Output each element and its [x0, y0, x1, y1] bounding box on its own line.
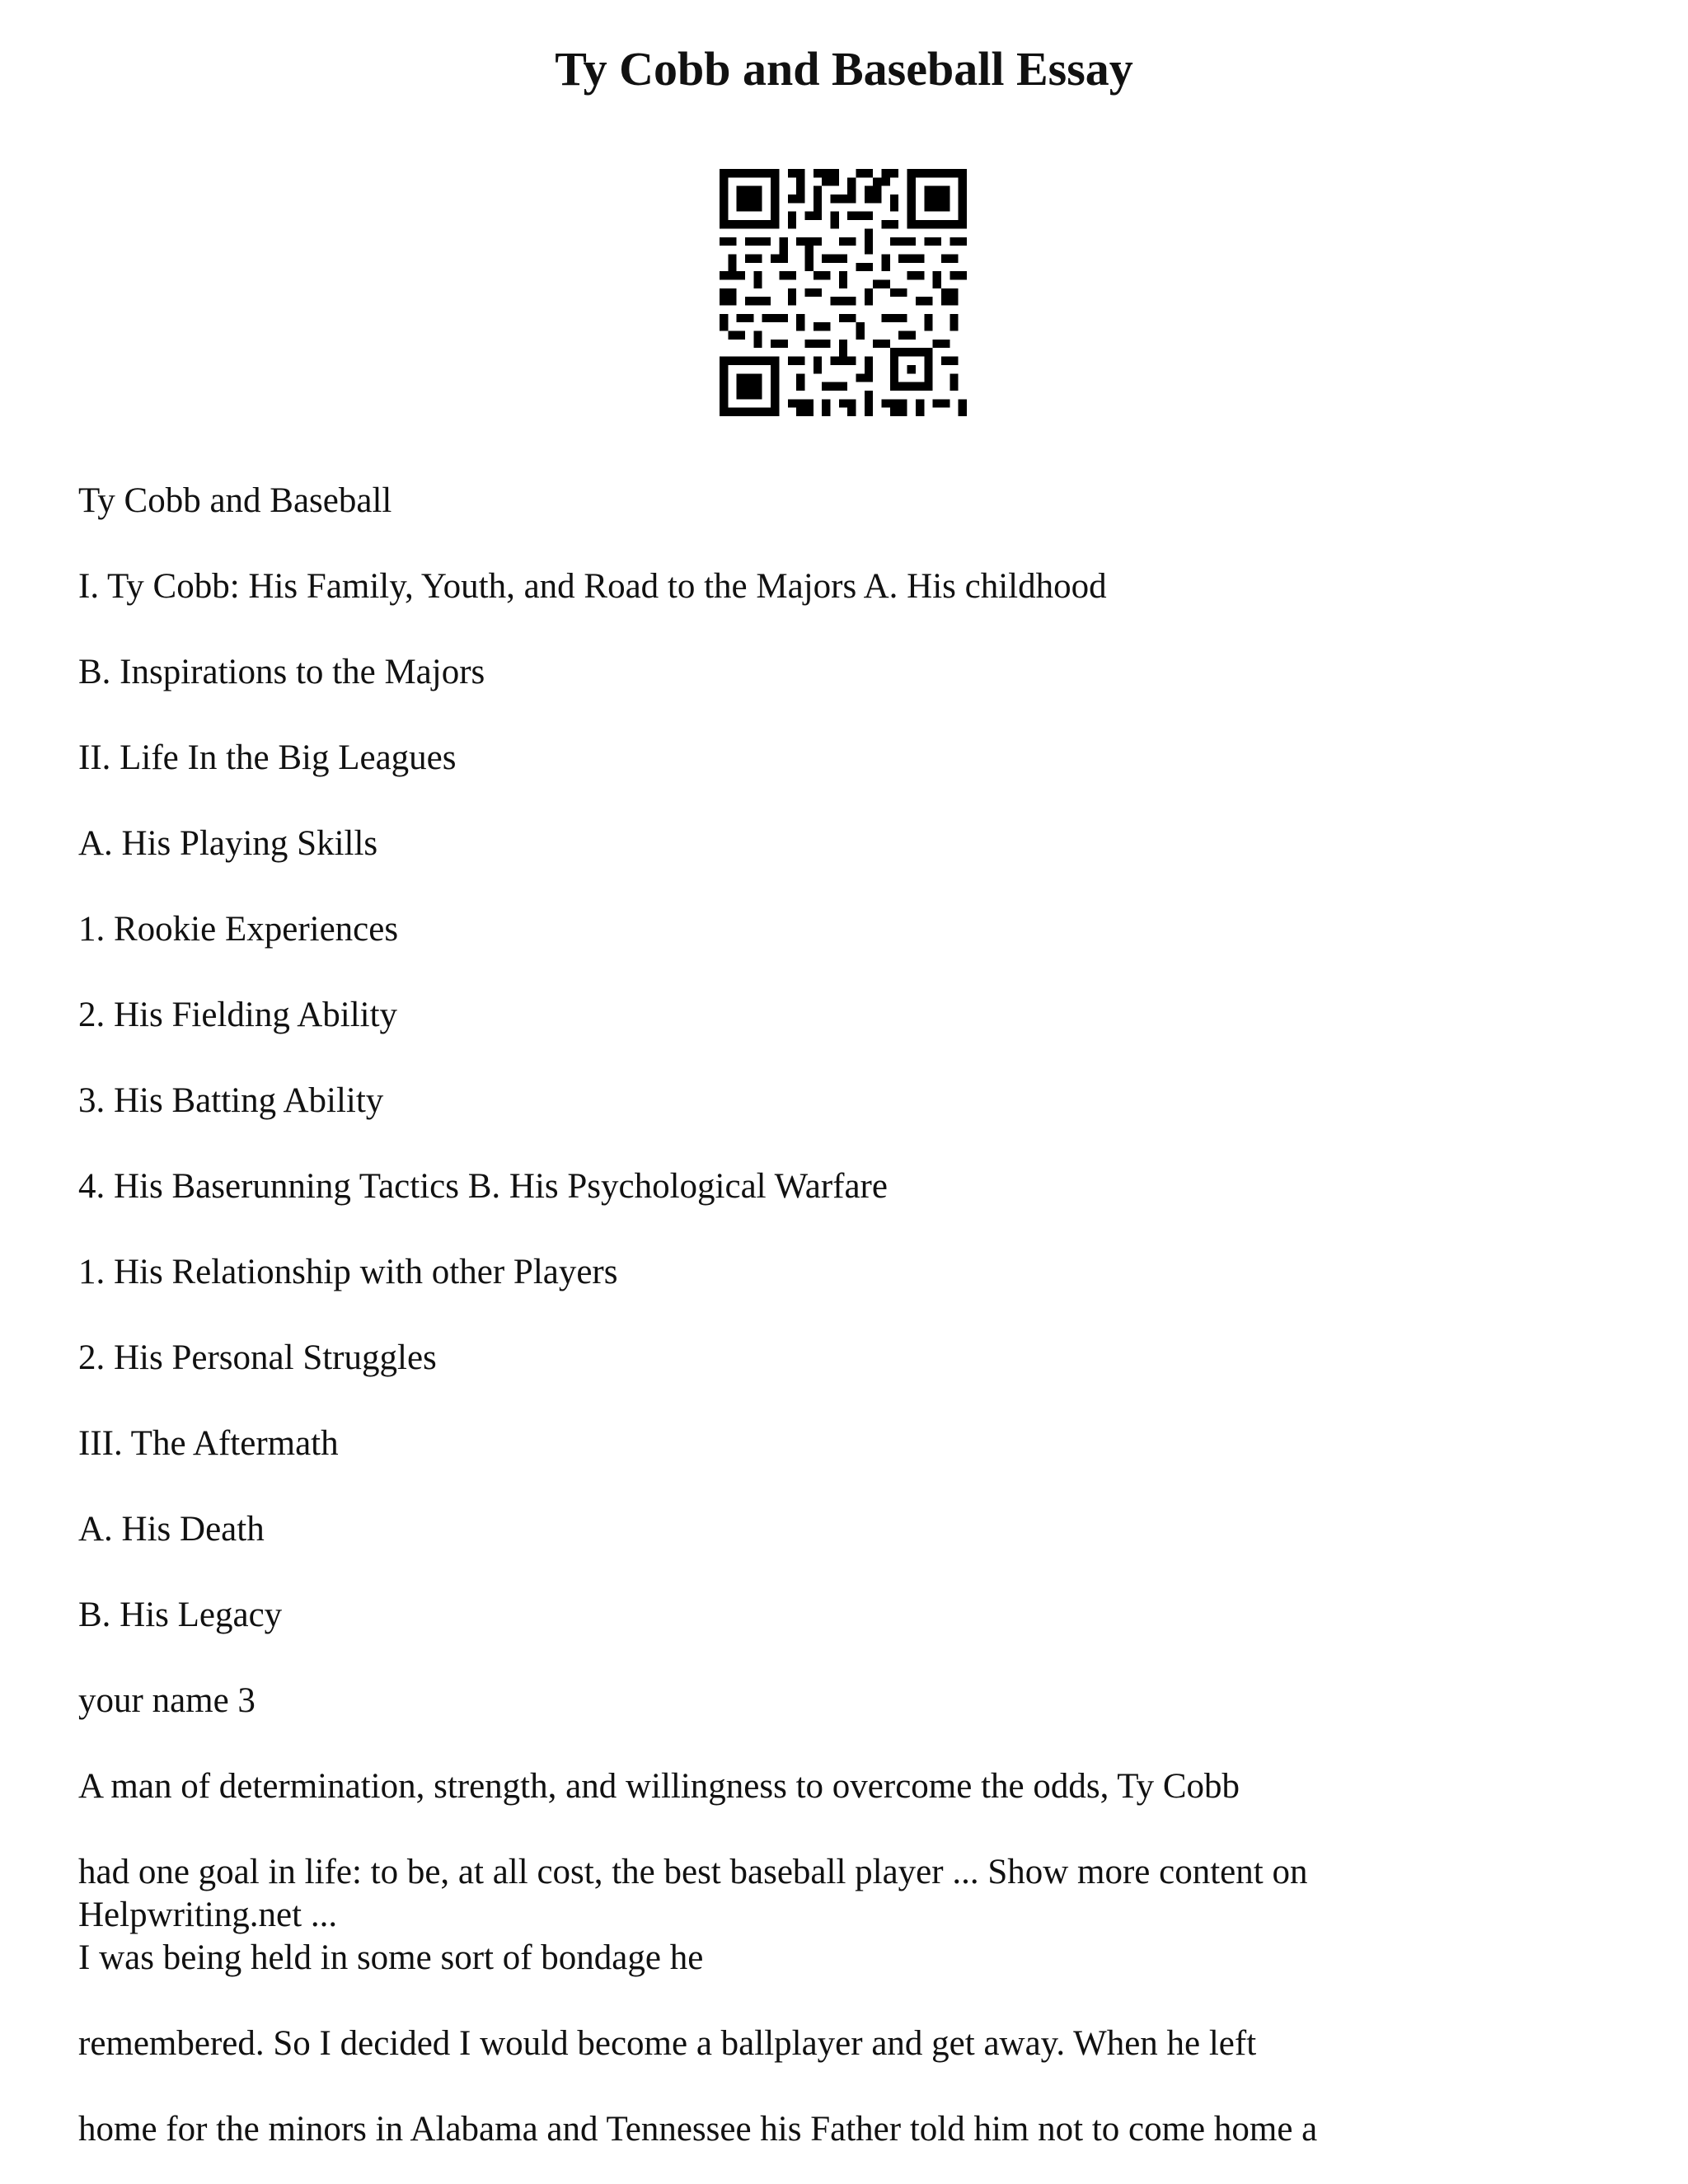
outline-item: A. His Playing Skills: [78, 824, 378, 863]
page-title: Ty Cobb and Baseball Essay: [555, 42, 1133, 96]
qr-code-icon: [720, 169, 967, 416]
body-text-line: home for the minors in Alabama and Tennessee his Father told him not to come home a: [78, 2110, 1318, 2149]
outline-item: II. Life In the Big Leagues: [78, 738, 457, 777]
outline-item: A. His Death: [78, 1510, 265, 1549]
outline-heading: Ty Cobb and Baseball: [78, 481, 392, 520]
outline-item: B. His Legacy: [78, 1596, 283, 1634]
outline-item: 2. His Fielding Ability: [78, 996, 398, 1034]
outline-item: III. The Aftermath: [78, 1424, 339, 1463]
outline-item: 1. Rookie Experiences: [78, 910, 399, 949]
outline-item: I. Ty Cobb: His Family, Youth, and Road to the Majors A. His childhood: [78, 567, 1107, 606]
body-text-line: I was being held in some sort of bondage he: [78, 1938, 704, 1977]
body-text-line: your name 3: [78, 1681, 256, 1720]
body-text-line: had one goal in life: to be, at all cost, the best baseball player ... Show more content on Helpwriting.net ...: [78, 1853, 1308, 1934]
outline-item: 2. His Personal Struggles: [78, 1338, 437, 1377]
outline-item: 3. His Batting Ability: [78, 1081, 384, 1120]
body-text-line: remembered. So I decided I would become a ballplayer and get away. When he left: [78, 2024, 1257, 2063]
body-text-line: A man of determination, strength, and willingness to overcome the odds, Ty Cobb: [78, 1767, 1240, 1806]
outline-item: 1. His Relationship with other Players: [78, 1253, 618, 1291]
outline-item: B. Inspirations to the Majors: [78, 653, 485, 691]
outline-item: 4. His Baserunning Tactics B. His Psychological Warfare: [78, 1167, 888, 1206]
